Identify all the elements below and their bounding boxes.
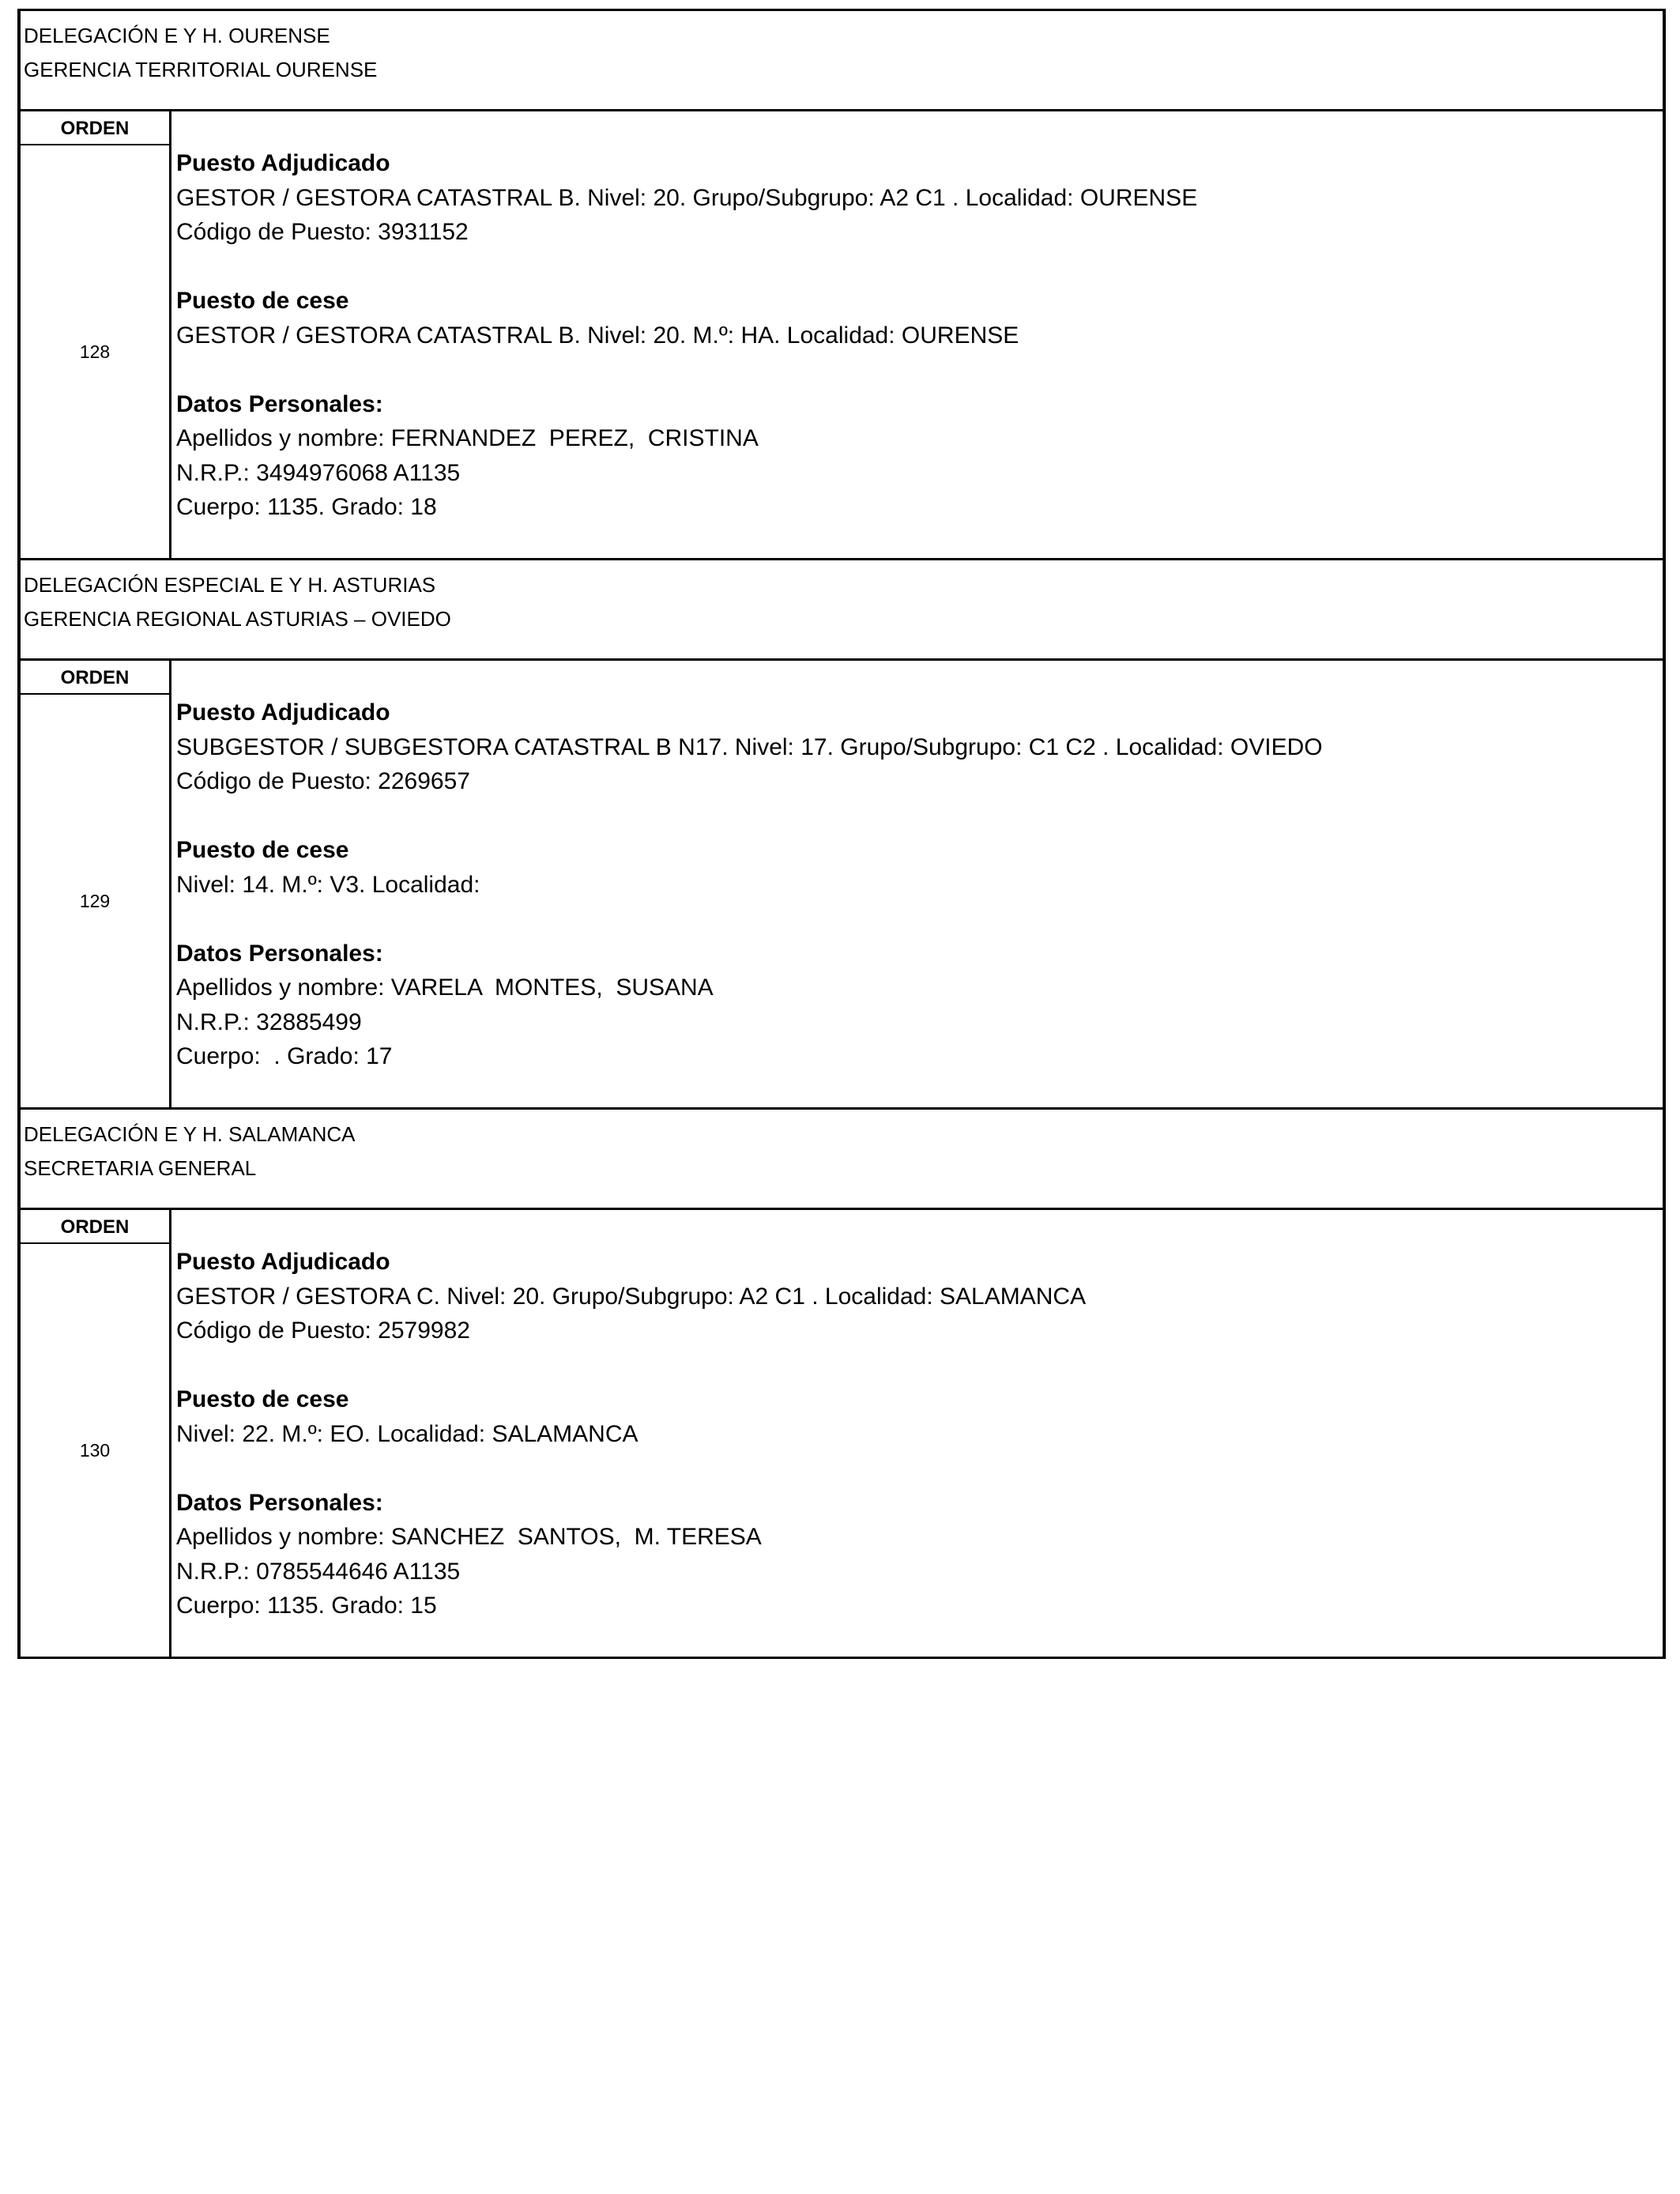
cese-heading: Puesto de cese: [176, 288, 349, 314]
datos-heading: Datos Personales:: [176, 390, 383, 417]
cuerpo-grado: Cuerpo: 1135. Grado: 15: [176, 1593, 437, 1619]
cuerpo-grado: Cuerpo: . Grado: 17: [176, 1043, 393, 1069]
nrp: N.R.P.: 0785544646 A1135: [176, 1558, 461, 1585]
delegacion-title: DELEGACIÓN E Y H. SALAMANCA: [24, 1122, 356, 1146]
spacer: [176, 1451, 1663, 1486]
entry-row: [21, 661, 1663, 1110]
section-header: [21, 11, 1663, 111]
cese-puesto: GESTOR / GESTORA CATASTRAL B. Nivel: 20. M.º: HA. Localidad: OURENSE: [176, 322, 1019, 349]
document-table: [17, 9, 1666, 1659]
entry-details: [171, 1210, 1663, 1657]
spacer: [176, 352, 1663, 387]
entry-row: [21, 111, 1663, 560]
orden-number: 129: [79, 890, 111, 911]
nrp: N.R.P.: 3494976068 A1135: [176, 459, 461, 486]
entry-details: [171, 111, 1663, 558]
orden-label: ORDEN: [21, 661, 169, 695]
orden-label: ORDEN: [21, 111, 169, 145]
cese-heading: Puesto de cese: [176, 1386, 349, 1412]
apellidos-nombre: Apellidos y nombre: VARELA MONTES, SUSANA: [176, 974, 714, 1001]
entry-block: [21, 560, 1663, 1110]
section-header: [21, 1110, 1663, 1210]
delegacion-title: DELEGACIÓN E Y H. OURENSE: [24, 24, 330, 47]
datos-heading: Datos Personales:: [176, 1489, 383, 1516]
cuerpo-grado: Cuerpo: 1135. Grado: 18: [176, 494, 437, 520]
gerencia-title: GERENCIA REGIONAL ASTURIAS – OVIEDO: [24, 607, 451, 631]
adjudicado-puesto: GESTOR / GESTORA CATASTRAL B. Nivel: 20. Grupo/Subgrupo: A2 C1 . Localidad: OURENSE: [176, 184, 1198, 211]
orden-number: 130: [79, 1439, 111, 1461]
adjudicado-heading: Puesto Adjudicado: [176, 1249, 390, 1275]
spacer: [176, 1348, 1663, 1383]
adjudicado-heading: Puesto Adjudicado: [176, 150, 390, 176]
codigo-puesto: Código de Puesto: 2269657: [176, 768, 470, 794]
cese-puesto: Nivel: 14. M.º: V3. Localidad:: [176, 871, 480, 898]
apellidos-nombre: Apellidos y nombre: FERNANDEZ PEREZ, CRISTINA: [176, 425, 759, 451]
spacer: [176, 902, 1663, 937]
cese-puesto: Nivel: 22. M.º: EO. Localidad: SALAMANCA: [176, 1420, 638, 1447]
gerencia-title: GERENCIA TERRITORIAL OURENSE: [24, 58, 378, 81]
orden-label: ORDEN: [21, 1210, 169, 1244]
section-header: [21, 560, 1663, 661]
entry-details: [171, 661, 1663, 1107]
cese-heading: Puesto de cese: [176, 837, 349, 863]
adjudicado-puesto: SUBGESTOR / SUBGESTORA CATASTRAL B N17. Nivel: 17. Grupo/Subgrupo: C1 C2 . Localidad: OVIEDO: [176, 733, 1323, 760]
orden-number: 128: [79, 341, 111, 362]
datos-heading: Datos Personales:: [176, 940, 383, 967]
orden-column: [21, 111, 171, 558]
nrp: N.R.P.: 32885499: [176, 1008, 362, 1035]
gerencia-title: SECRETARIA GENERAL: [24, 1156, 257, 1180]
spacer: [176, 799, 1663, 834]
delegacion-title: DELEGACIÓN ESPECIAL E Y H. ASTURIAS: [24, 573, 436, 597]
entry-block: [21, 1110, 1663, 1659]
adjudicado-heading: Puesto Adjudicado: [176, 699, 390, 726]
apellidos-nombre: Apellidos y nombre: SANCHEZ SANTOS, M. TERESA: [176, 1524, 762, 1550]
codigo-puesto: Código de Puesto: 2579982: [176, 1318, 470, 1344]
spacer: [176, 250, 1663, 285]
entry-row: [21, 1210, 1663, 1659]
codigo-puesto: Código de Puesto: 3931152: [176, 219, 469, 245]
orden-column: [21, 1210, 171, 1657]
entry-block: [21, 11, 1663, 560]
orden-column: [21, 661, 171, 1107]
adjudicado-puesto: GESTOR / GESTORA C. Nivel: 20. Grupo/Subgrupo: A2 C1 . Localidad: SALAMANCA: [176, 1283, 1087, 1310]
